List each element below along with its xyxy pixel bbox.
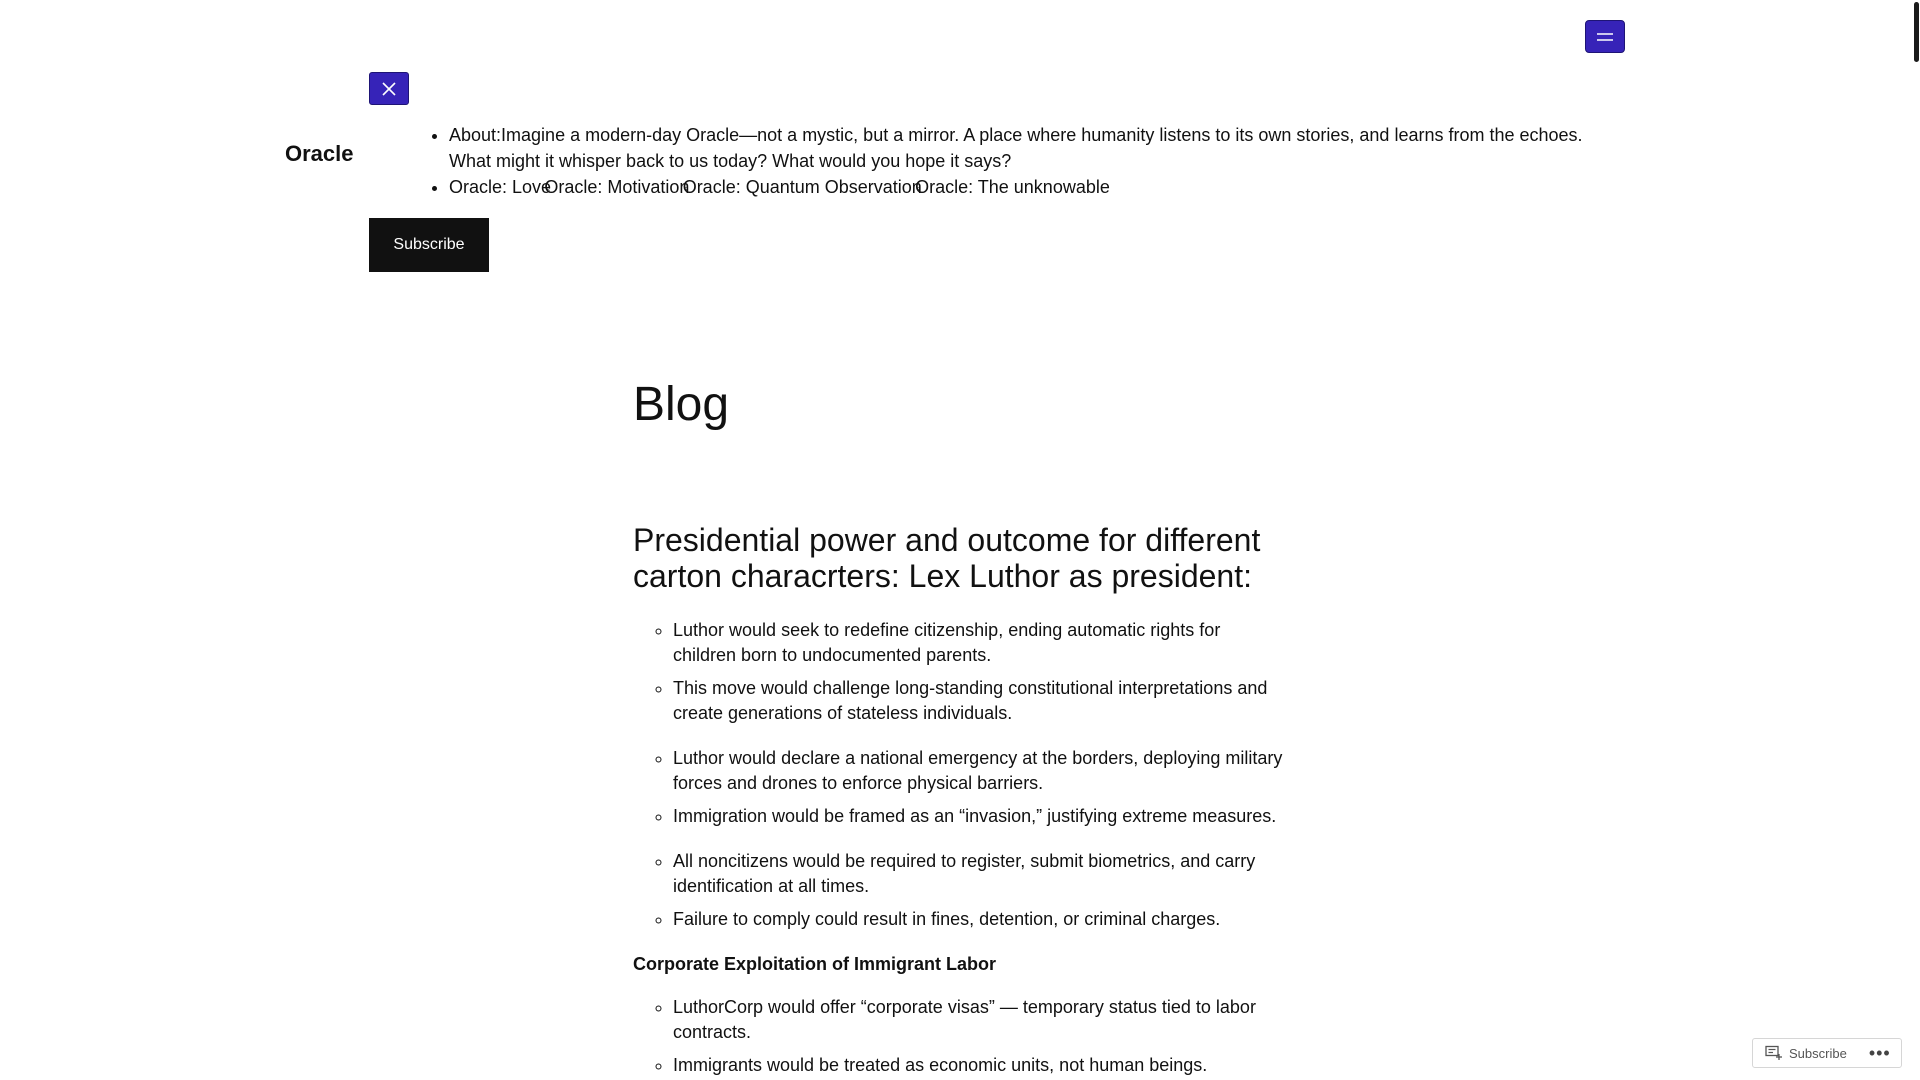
nav-item-oracle-unknowable[interactable]: ◦ Oracle: The unknowable (927, 177, 1110, 197)
list-item: ◦ Luthor would declare a national emergency at the borders, deploying military forces and drones to enforce physical barriers. (673, 746, 1283, 796)
floating-subscribe-bar (1752, 1038, 1902, 1068)
nav-item-oracle-quantum-observation[interactable]: ◦ Oracle: Quantum Observation (694, 177, 921, 197)
more-options-button[interactable]: ••• (1868, 1042, 1891, 1063)
scrollbar[interactable] (1910, 0, 1920, 1080)
hamburger-icon (1595, 31, 1615, 43)
reader-subscribe-icon (1765, 1045, 1783, 1061)
close-icon (380, 80, 398, 98)
floating-subscribe-button[interactable] (1753, 1039, 1857, 1067)
menu-open-button[interactable] (1585, 20, 1625, 53)
floating-subscribe-label: Subscribe (1789, 1045, 1847, 1061)
nav-item-about[interactable]: • About:Imagine a modern-day Oracle—not a mystic, but a mirror. A place where humanity listens to its own stories, and learns from the echoes. What might it whisper back to us today? What would you hope it says? (449, 122, 1629, 174)
list-item: ◦ This move would challenge long-standing constitutional interpretations and create generations of stateless individuals. (673, 676, 1283, 726)
nav-item-oracle-motivation[interactable]: ◦ Oracle: Motivation (556, 177, 689, 197)
section-heading: Corporate Exploitation of Immigrant Labor (633, 954, 997, 974)
bullet-list-registration (633, 849, 1283, 932)
nav-submenu (449, 177, 1110, 197)
menu-close-button[interactable] (369, 72, 409, 105)
page-title: Blog (633, 378, 730, 431)
navigation-menu (369, 122, 1629, 201)
post-title[interactable]: Presidential power and outcome for different carton characrters: Lex Luthor as president: (633, 522, 1261, 594)
bullet-list-borders (633, 746, 1283, 829)
list-item: ◦ LuthorCorp would offer “corporate visas” — temporary status tied to labor contracts. (673, 995, 1283, 1045)
nav-item-oracle-group (449, 174, 1629, 201)
scrollbar-thumb[interactable] (1914, 2, 1919, 62)
nav-item-oracle-love[interactable]: Oracle: Love (449, 177, 552, 197)
list-item: ◦ Failure to comply could result in fines, detention, or criminal charges. (673, 907, 1283, 932)
site-title[interactable]: Oracle (285, 141, 354, 166)
list-item: ◦ Immigration would be framed as an “invasion,” justifying extreme measures. (673, 804, 1283, 829)
blog-post (633, 522, 1283, 1080)
list-item: ◦ All noncitizens would be required to register, submit biometrics, and carry identification at all times. (673, 849, 1283, 899)
list-item: ◦ Luthor would seek to redefine citizenship, ending automatic rights for children born to undocumented parents. (673, 618, 1283, 668)
bullet-list-labor (633, 995, 1283, 1078)
list-item: ◦ Immigrants would be treated as economic units, not human beings. (673, 1053, 1283, 1078)
bullet-list-citizenship (633, 618, 1283, 726)
subscribe-button[interactable]: Subscribe (369, 218, 489, 272)
